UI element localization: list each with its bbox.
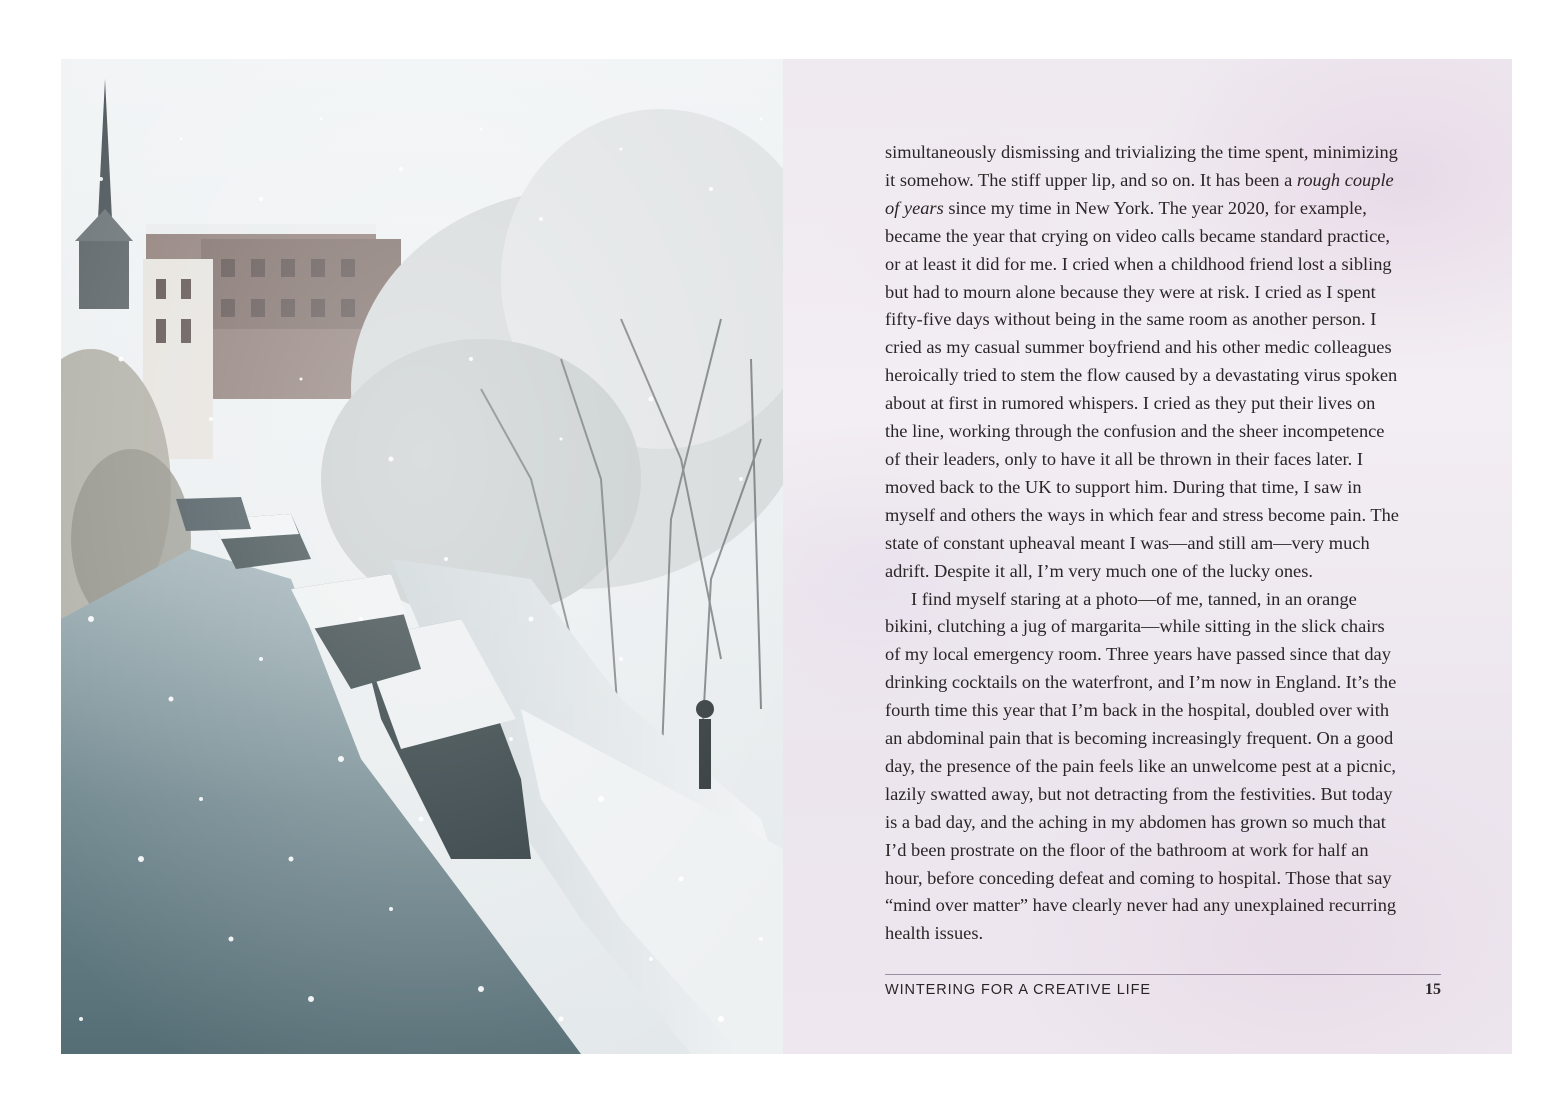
footer-rule (885, 974, 1441, 975)
text-line: cried as my casual summer boyfriend and his other medic colleagues (885, 337, 1392, 358)
snowy-canal-illustration (61, 59, 783, 1054)
text-line: adrift. Despite it all, I’m very much one of the lucky ones. (885, 560, 1313, 581)
text-line: moved back to the UK to support him. During that time, I saw in (885, 476, 1362, 497)
text-line: of their leaders, only to have it all be thrown in their faces later. I (885, 448, 1363, 469)
text-line: myself and others the ways in which fear and stress become pain. The (885, 504, 1399, 525)
text-line: day, the presence of the pain feels like an unwelcome pest at a picnic, (885, 755, 1396, 776)
running-head: WINTERING FOR A CREATIVE LIFE (885, 982, 1151, 998)
text-line: of my local emergency room. Three years have passed since that day (885, 644, 1391, 665)
text-line (885, 167, 1445, 195)
text-line: I find myself staring at a photo—of me, tanned, in an orange (911, 588, 1357, 609)
text-line: fifty-five days without being in the same room as another person. I (885, 309, 1377, 330)
text-line: bikini, clutching a jug of margarita—while sitting in the slick chairs (885, 616, 1385, 637)
text-line: lazily swatted away, but not detracting from the festivities. But today (885, 783, 1393, 804)
text-line: became the year that crying on video calls became standard practice, (885, 225, 1390, 246)
text-line: health issues. (885, 923, 984, 944)
text-line: drinking cocktails on the waterfront, and I’m now in England. It’s the (885, 672, 1397, 693)
text-line (885, 195, 1445, 223)
body-text (885, 139, 1445, 948)
text-line: or at least it did for me. I cried when a childhood friend lost a sibling (885, 253, 1392, 274)
text-page (783, 59, 1512, 1054)
text-line: an abdominal pain that is becoming increasingly frequent. On a good (885, 728, 1394, 749)
text-line: the line, working through the confusion and the sheer incompetence (885, 421, 1385, 442)
text-line: but had to mourn alone because they were at risk. I cried as I spent (885, 281, 1376, 302)
text-line: hour, before conceding defeat and coming to hospital. Those that say (885, 867, 1392, 888)
text-line: fourth time this year that I’m back in the hospital, doubled over with (885, 700, 1390, 721)
page-number: 15 (1425, 981, 1441, 998)
text-line: about at first in rumored whispers. I cried as they put their lives on (885, 393, 1376, 414)
text-line: state of constant upheaval meant I was—and still am—very much (885, 532, 1370, 553)
text-fragment: it somehow. The stiff upper lip, and so on. It has been a (885, 169, 1297, 190)
italic-phrase: of years (885, 197, 944, 218)
italic-phrase: rough couple (1296, 169, 1394, 190)
text-line: “mind over matter” have clearly never had any unexplained recurring (885, 895, 1397, 916)
text-line: I’d been prostrate on the floor of the bathroom at work for half an (885, 839, 1369, 860)
text-line: is a bad day, and the aching in my abdomen has grown so much that (885, 811, 1386, 832)
text-line: heroically tried to stem the flow caused by a devastating virus spoken (885, 365, 1398, 386)
text-line: simultaneously dismissing and trivializing the time spent, minimizing (885, 142, 1398, 162)
text-fragment: since my time in New York. The year 2020, for example, (943, 197, 1367, 218)
canal-photo (61, 59, 783, 1054)
